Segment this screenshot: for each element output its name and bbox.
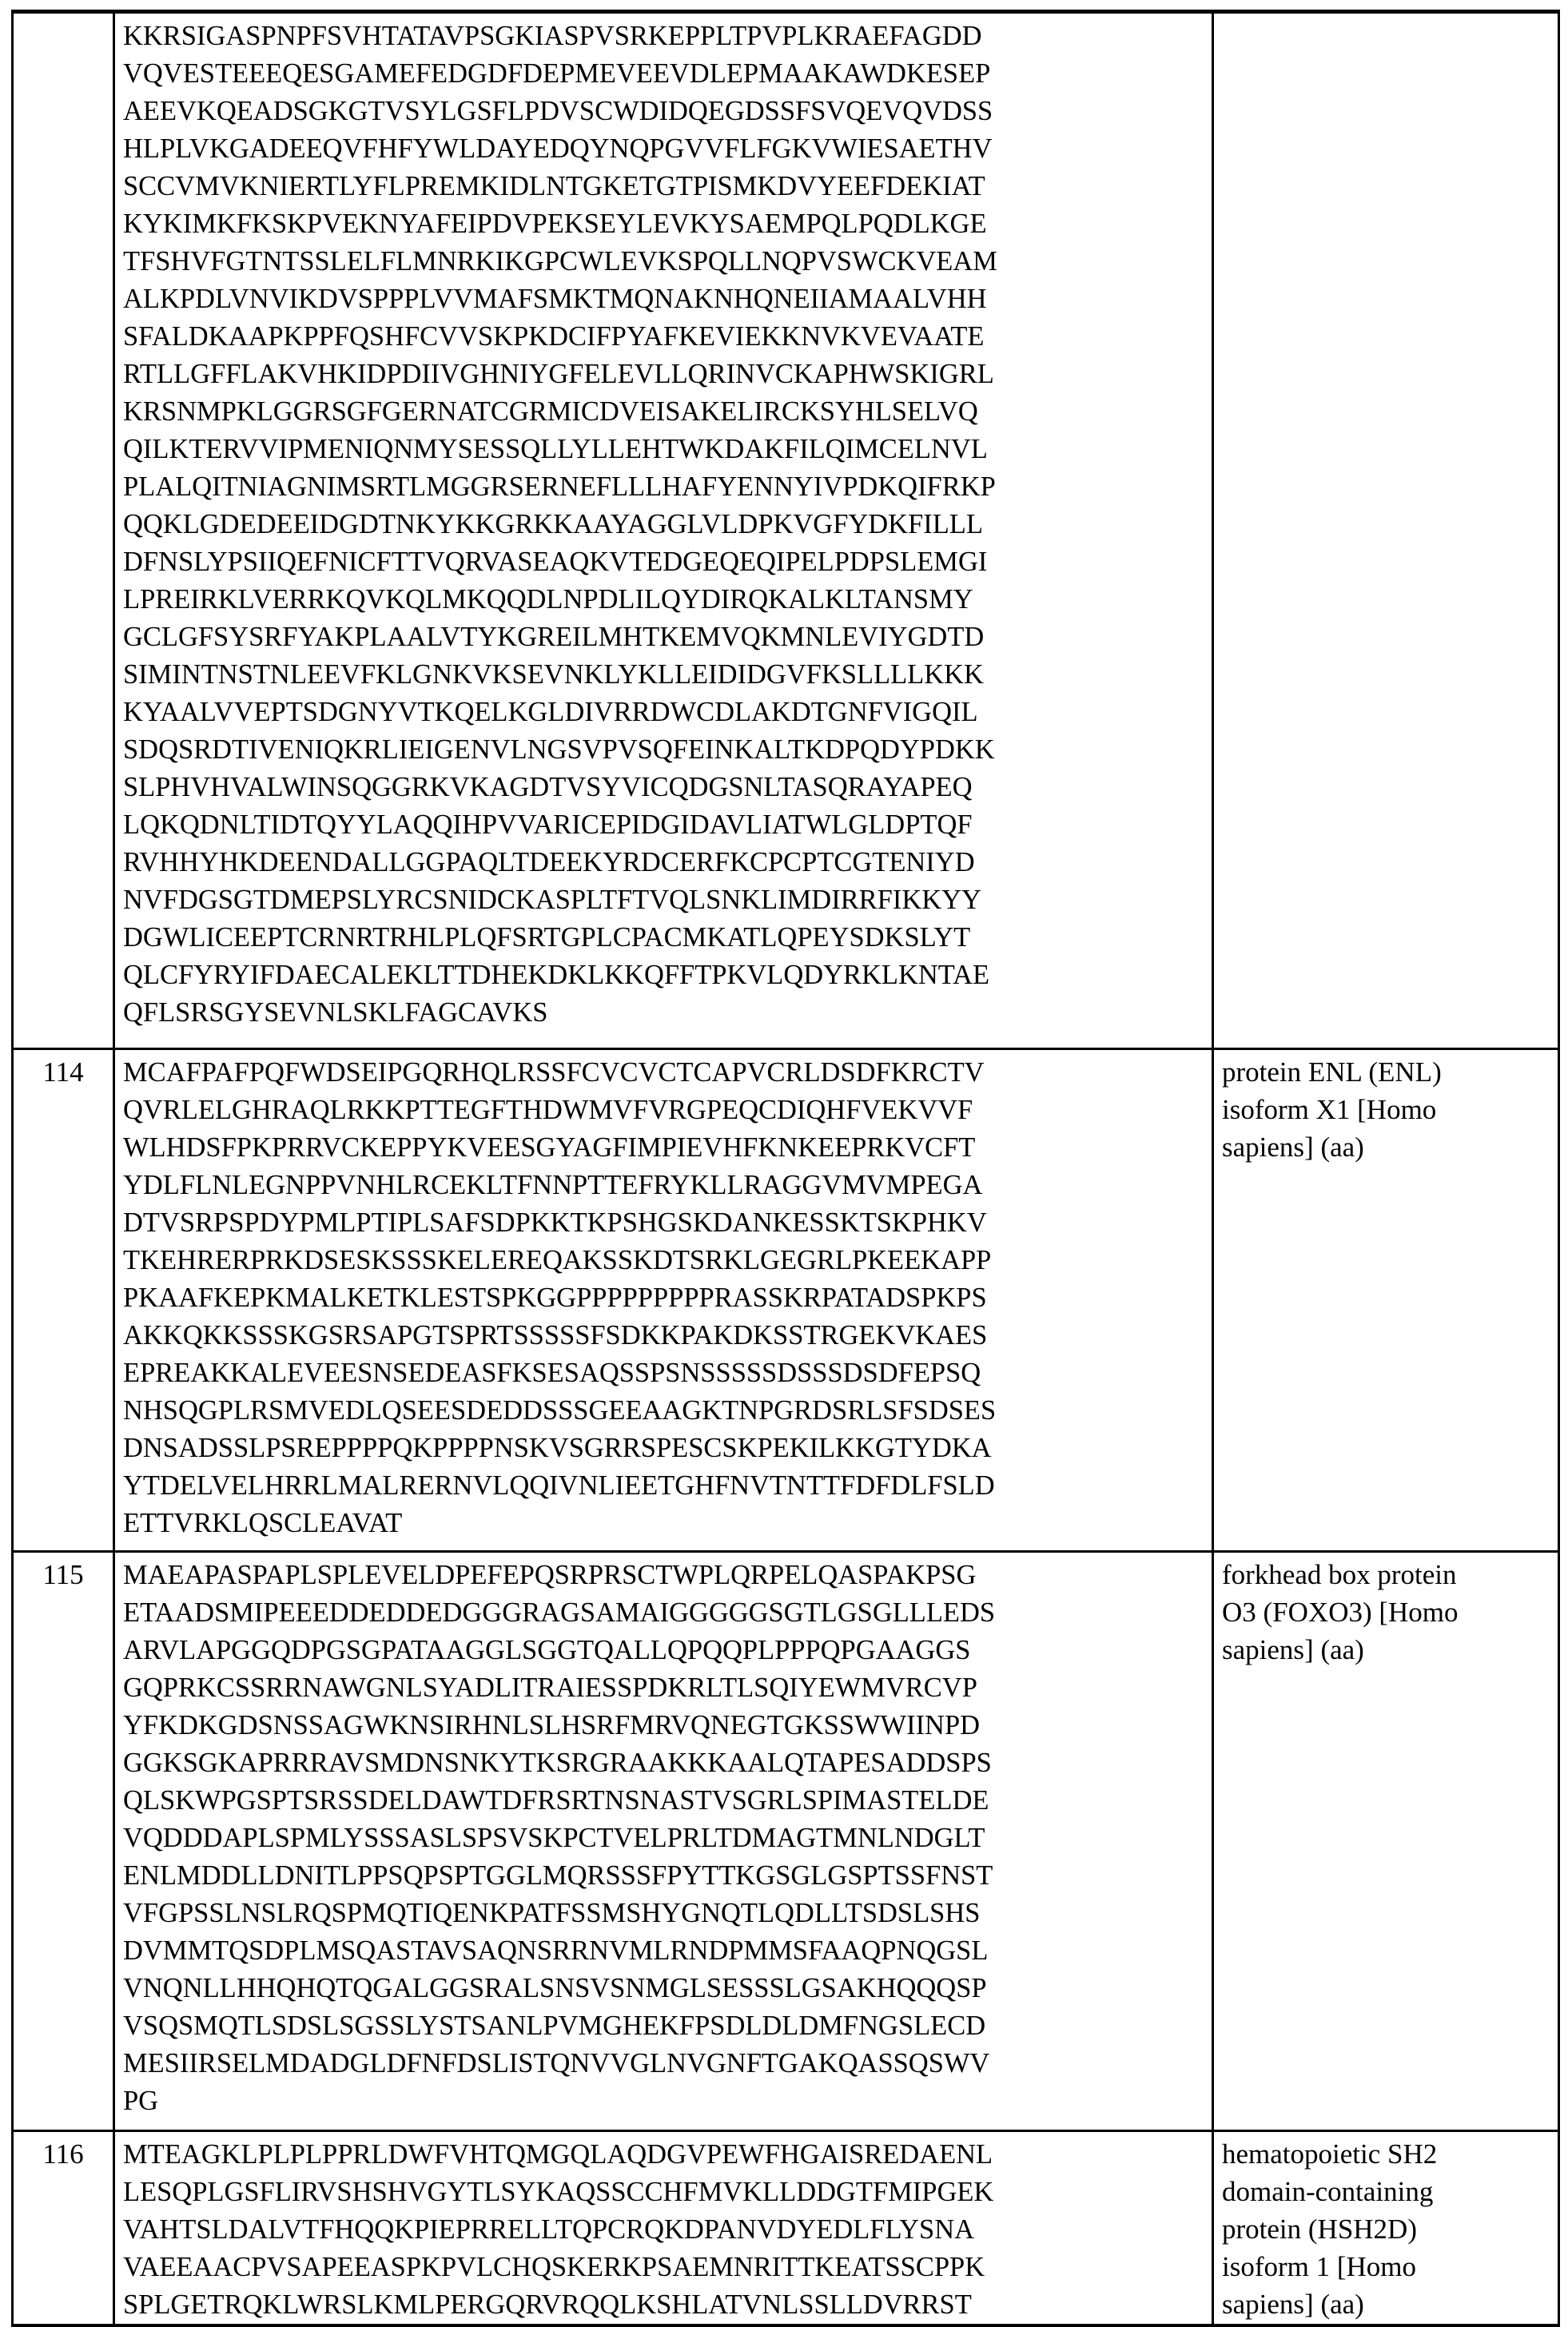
sequence-line: QILKTERVVIPMENIQNMYSESSQLLYLLEHTWKDAKFILQIMCELNVL [123, 430, 1188, 467]
sequence-line: DNSADSSLPSREPPPPQKPPPPNSKVSGRRSPESCSKPEKILKKGTYDKA [123, 1429, 1188, 1466]
sequence-line: DTVSRPSPDYPMLPTIPLSAFSDPKKTKPSHGSKDANKESSKTSKPHKV [123, 1203, 1188, 1241]
sequence-line: LESQPLGSFLIRVSHSHVGYTLSYKAQSSCCHFMVKLLDDGTFMIPGEK [123, 2173, 1188, 2210]
sequence-line: ETAADSMIPEEEDDEDDEDGGGRAGSAMAIGGGGGSGTLGSGLLLEDS [123, 1593, 1188, 1631]
sequence-line: MCAFPAFPQFWDSEIPGQRHQLRSSFCVCVCTCAPVCRLDSDFKRCTV [123, 1053, 1188, 1091]
sequence-line: SCCVMVKNIERTLYFLPREMKIDLNTGKETGTPISMKDVYEEFDEKIAT [123, 167, 1188, 205]
sequence-line: DVMMTQSDPLMSQASTAVSAQNSRRNVMLRNDPMMSFAAQPNQGSL [123, 1931, 1188, 1969]
description-line: domain-containing [1222, 2173, 1550, 2210]
sequence-line: PKAAFKEPKMALKETKLESTSPKGGPPPPPPPPPRASSKRPATADSPKPS [123, 1279, 1188, 1316]
seq-id-cell: 114 [13, 1049, 114, 1552]
sequence-line: VFGPSSLNSLRQSPMQTIQENKPATFSSMSHYGNQTLQDLLTSDSLSHS [123, 1894, 1188, 1931]
sequence-line: VNQNLLHHQHQTQGALGGSRALSNSVSNMGLSESSSLGSAKHQQQSP [123, 1969, 1188, 2007]
sequence-line: ETTVRKLQSCLEAVAT [123, 1504, 1188, 1541]
description-cell [1213, 1552, 1559, 2131]
sequence-line: RTLLGFFLAKVHKIDPDIIVGHNIYGFELEVLLQRINVCKAPHWSKIGRL [123, 355, 1188, 392]
sequence-line: YTDELVELHRRLMALRERNVLQQIVNLIEETGHFNVTNTTFDFDLFSLD [123, 1466, 1188, 1504]
sequence-cell [114, 1552, 1213, 2131]
sequence-line: VAHTSLDALVTFHQQKPIEPRRELLTQPCRQKDPANVDYEDLFLYSNA [123, 2210, 1188, 2248]
seq-id-cell: 115 [13, 1552, 114, 2131]
sequence-line: SDQSRDTIVENIQKRLIEIGENVLNGSVPVSQFEINKALTKDPQDYPDKK [123, 730, 1188, 768]
sequence-table [11, 10, 1560, 2327]
sequence-line: HLPLVKGADEEQVFHFYWLDAYEDQYNQPGVVFLFGKVWIESAETHV [123, 129, 1188, 167]
sequence-line: VQVESTEEEQESGAMEFEDGDFDEPMEVEEVDLEPMAAKAWDKESEP [123, 54, 1188, 92]
sequence-line: YDLFLNLEGNPPVNHLRCEKLTFNNPTTEFRYKLLRAGGVMVMPEGA [123, 1166, 1188, 1203]
sequence-cell [114, 12, 1213, 1049]
sequence-line: SPLGETRQKLWRSLKMLPERGQRVRQQLKSHLATVNLSSLLDVRRST [123, 2285, 1188, 2323]
sequence-line: AEEVKQEADSGKGTVSYLGSFLPDVSCWDIDQEGDSSFSVQEVQVDSS [123, 92, 1188, 129]
sequence-cell [114, 2131, 1213, 2326]
sequence-line: EPREAKKALEVEESNSEDEASFKSESAQSSPSNSSSSSDSSSDSDFEPSQ [123, 1354, 1188, 1391]
sequence-cell [114, 1049, 1213, 1552]
description-cell [1213, 2131, 1559, 2326]
description-line: O3 (FOXO3) [Homo [1222, 1593, 1550, 1631]
sequence-line: KRSNMPKLGGRSGFGERNATCGRMICDVEISAKELIRCKSYHLSELVQ [123, 392, 1188, 430]
sequence-line: PG [123, 2082, 1188, 2119]
sequence-line: NHSQGPLRSMVEDLQSEESDEDDSSSGEEAAGKTNPGRDSRLSFSDSES [123, 1391, 1188, 1429]
description-cell [1213, 12, 1559, 1049]
sequence-line: MAEAPASPAPLSPLEVELDPEFEPQSRPRSCTWPLQRPELQASPAKPSG [123, 1556, 1188, 1593]
sequence-line: ENLMDDLLDNITLPPSQPSPTGGLMQRSSSFPYTTKGSGLGSPTSSFNST [123, 1856, 1188, 1894]
sequence-line: KYAALVVEPTSDGNYVTKQELKGLDIVRRDWCDLAKDTGNFVIGQIL [123, 693, 1188, 730]
sequence-line: GQPRKCSSRRNAWGNLSYADLITRAIESSPDKRLTLSQIYEWMVRCVP [123, 1669, 1188, 1706]
table-row [13, 2131, 1559, 2326]
description-cell [1213, 1049, 1559, 1552]
seq-id-cell: 116 [13, 2131, 114, 2326]
sequence-line: SFALDKAAPKPPFQSHFCVVSKPKDCIFPYAFKEVIEKKNVKVEVAATE [123, 317, 1188, 355]
description-line: isoform X1 [Homo [1222, 1091, 1550, 1128]
sequence-line: TKEHRERPRKDSESKSSSKELEREQAKSSKDTSRKLGEGRLPKEEKAPP [123, 1241, 1188, 1279]
table-row [13, 1049, 1559, 1552]
description-line: sapiens] (aa) [1222, 1631, 1550, 1669]
description-line: hematopoietic SH2 [1222, 2135, 1550, 2173]
sequence-line: WLHDSFPKPRRVCKEPPYKVEESGYAGFIMPIEVHFKNKEEPRKVCFT [123, 1128, 1188, 1166]
description-line: protein (HSH2D) [1222, 2210, 1550, 2248]
sequence-line: GGKSGKAPRRRAVSMDNSNKYTKSRGRAAKKKAALQTAPESADDSPS [123, 1744, 1188, 1781]
sequence-line: PLALQITNIAGNIMSRTLMGGRSERNEFLLLHAFYENNYIVPDKQIFRKP [123, 467, 1188, 505]
sequence-line: LPREIRKLVERRKQVKQLMKQQDLNPDLILQYDIRQKALKLTANSMY [123, 580, 1188, 618]
sequence-line: MTEAGKLPLPLPPRLDWFVHTQMGQLAQDGVPEWFHGAISREDAENL [123, 2135, 1188, 2173]
sequence-line: MESIIRSELMDADGLDFNFDSLISTQNVVGLNVGNFTGAKQASSQSWV [123, 2044, 1188, 2082]
description-line: sapiens] (aa) [1222, 2285, 1550, 2323]
sequence-line: VSQSMQTLSDSLSGSSLYSTSANLPVMGHEKFPSDLDLDMFNGSLECD [123, 2007, 1188, 2044]
sequence-line: ARVLAPGGQDPGSGPATAAGGLSGGTQALLQPQQPLPPPQPGAAGGS [123, 1631, 1188, 1669]
description-line: sapiens] (aa) [1222, 1128, 1550, 1166]
sequence-line: QLCFYRYIFDAECALEKLTTDHEKDKLKKQFFTPKVLQDYRKLKNTAE [123, 956, 1188, 993]
sequence-line: QQKLGDEDEEIDGDTNKYKKGRKKAAYAGGLVLDPKVGFYDKFILLL [123, 505, 1188, 543]
sequence-line: QVRLELGHRAQLRKKPTTEGFTHDWMVFVRGPEQCDIQHFVEKVVF [123, 1091, 1188, 1128]
sequence-line: ALKPDLVNVIKDVSPPPLVVMAFSMKTMQNAKNHQNEIIAMAALVHH [123, 280, 1188, 317]
description-line: protein ENL (ENL) [1222, 1053, 1550, 1091]
sequence-line: SIMINTNSTNLEEVFKLGNKVKSEVNKLYKLLEIDIDGVFKSLLLLKKK [123, 655, 1188, 693]
sequence-line: TFSHVFGTNTSSLELFLMNRKIKGPCWLEVKSPQLLNQPVSWCKVEAM [123, 242, 1188, 280]
table-row [13, 1552, 1559, 2131]
sequence-line: AKKQKKSSSKGSRSAPGTSPRTSSSSSFSDKKPAKDKSSTRGEKVKAES [123, 1316, 1188, 1354]
sequence-line: DFNSLYPSIIQEFNICFTTVQRVASEAQKVTEDGEQEQIPELPDPSLEMGI [123, 543, 1188, 580]
sequence-line: RVHHYHKDEENDALLGGPAQLTDEEKYRDCERFKCPCPTCGTENIYD [123, 843, 1188, 881]
seq-id-cell [13, 12, 114, 1049]
description-line: isoform 1 [Homo [1222, 2248, 1550, 2285]
sequence-line: VAEEAACPVSAPEEASPKPVLCHQSKERKPSAEMNRITTKEATSSCPPK [123, 2248, 1188, 2285]
sequence-line: LQKQDNLTIDTQYYLAQQIHPVVARICEPIDGIDAVLIATWLGLDPTQF [123, 806, 1188, 843]
sequence-line: DGWLICEEPTCRNRTRHLPLQFSRTGPLCPACMKATLQPEYSDKSLYT [123, 918, 1188, 956]
sequence-line: NVFDGSGTDMEPSLYRCSNIDCKASPLTFTVQLSNKLIMDIRRFIKKYY [123, 881, 1188, 918]
sequence-line: GCLGFSYSRFYAKPLAALVTYKGREILMHTKEMVQKMNLEVIYGDTD [123, 618, 1188, 655]
sequence-table-body [13, 12, 1559, 2326]
sequence-line: QLSKWPGSPTSRSSDELDAWTDFRSRTNSNASTVSGRLSPIMASTELDE [123, 1781, 1188, 1819]
sequence-line: SLPHVHVALWINSQGGRKVKAGDTVSYVICQDGSNLTASQRAYAPEQ [123, 768, 1188, 806]
sequence-line: VQDDDAPLSPMLYSSSASLSPSVSKPCTVELPRLTDMAGTMNLNDGLT [123, 1819, 1188, 1856]
sequence-line: QFLSRSGYSEVNLSKLFAGCAVKS [123, 993, 1188, 1031]
sequence-line: KYKIMKFKSKPVEKNYAFEIPDVPEKSEYLEVKYSAEMPQLPQDLKGE [123, 205, 1188, 242]
description-line: forkhead box protein [1222, 1556, 1550, 1593]
table-row [13, 12, 1559, 1049]
sequence-line: YFKDKGDSNSSAGWKNSIRHNLSLHSRFMRVQNEGTGKSSWWIINPD [123, 1706, 1188, 1744]
sequence-line: KKRSIGASPNPFSVHTATAVPSGKIASPVSRKEPPLTPVPLKRAEFAGDD [123, 17, 1188, 54]
